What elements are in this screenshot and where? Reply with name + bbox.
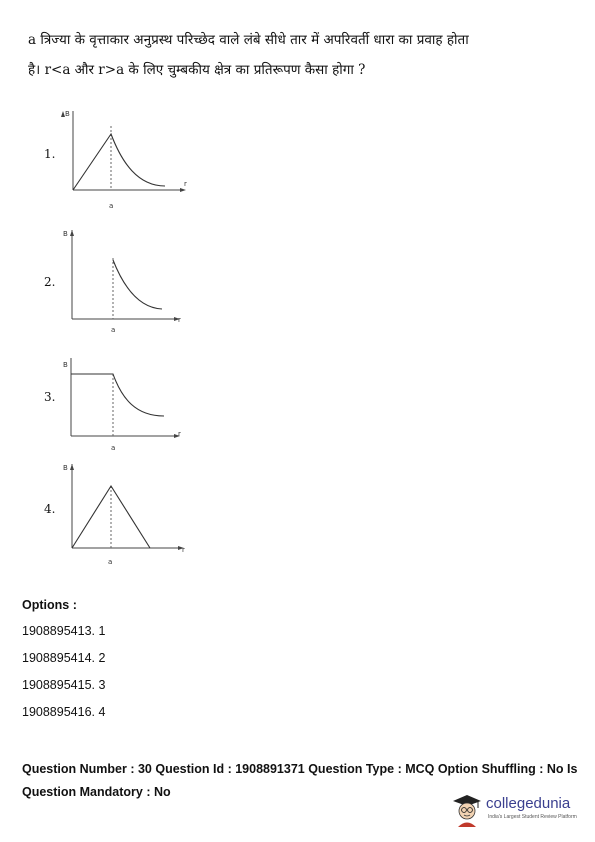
- question-meta-line-2: Question Mandatory : No: [22, 785, 171, 799]
- logo-name: collegedunia: [486, 795, 571, 812]
- y-label: B: [63, 464, 68, 472]
- x-label: r: [184, 180, 187, 188]
- question-line-2: है। r<a और r>a के लिए चुम्बकीय क्षेत्र का प्रतिरूपण कैसा होगा ?: [28, 62, 366, 78]
- graph-3-number: 3.: [44, 390, 56, 404]
- option-2: 1908895414. 2: [22, 651, 106, 665]
- graph-3: [62, 354, 192, 454]
- option-4: 1908895416. 4: [22, 705, 106, 719]
- question-line-1: a त्रिज्या के वृत्ताकार अनुप्रस्थ परिच्छेद वाले लंबे सीधे तार में अपरिवर्ती धारा का प्रवाह होता: [28, 32, 469, 48]
- x-label: r: [178, 316, 181, 324]
- x-label: r: [182, 546, 185, 554]
- collegedunia-logo: [450, 793, 585, 829]
- field-curve: [73, 134, 165, 190]
- student-mascot-icon: [450, 793, 484, 829]
- graph-4-number: 4.: [44, 502, 56, 516]
- y-label: B: [63, 361, 68, 369]
- option-1: 1908895413. 1: [22, 624, 106, 638]
- y-label: B: [63, 230, 68, 238]
- x-label: r: [178, 430, 181, 438]
- graph-2: [62, 226, 192, 336]
- options-heading: Options :: [22, 598, 77, 612]
- field-curve: [71, 374, 164, 416]
- y-label: B: [65, 110, 70, 118]
- field-curve: [113, 260, 162, 309]
- x-arrow: [180, 188, 186, 192]
- a-label: a: [108, 558, 113, 566]
- graph-1: [60, 108, 200, 214]
- graph-2-number: 2.: [44, 275, 56, 289]
- question-meta-line-1: Question Number : 30 Question Id : 1908891371 Question Type : MCQ Option Shuffling : No Is: [22, 762, 578, 776]
- logo-tagline: India's Largest Student Review Platform: [488, 814, 577, 820]
- option-3: 1908895415. 3: [22, 678, 106, 692]
- graph-1-number: 1.: [44, 147, 56, 161]
- a-label: a: [111, 326, 116, 334]
- a-label: a: [109, 202, 114, 210]
- graph-4: [62, 460, 192, 570]
- a-label: a: [111, 444, 116, 452]
